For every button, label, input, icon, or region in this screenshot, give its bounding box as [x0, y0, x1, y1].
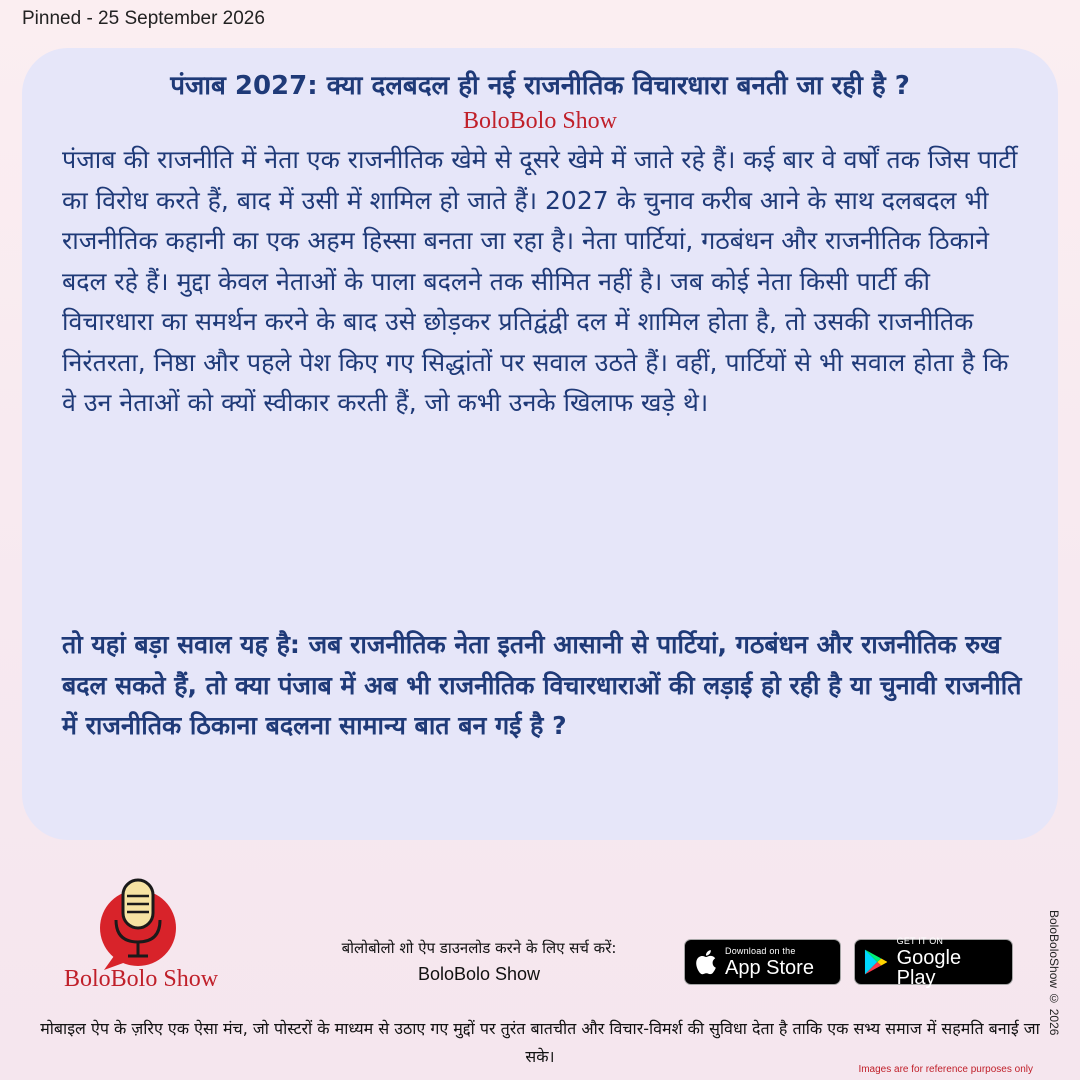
google-play-caption: GET IT ON	[896, 935, 944, 946]
google-play-button[interactable]	[854, 935, 1013, 989]
post-card	[22, 48, 1058, 840]
google-play-icon	[863, 948, 889, 976]
search-hint: बोलोबोलो शो ऐप डाउनलोड करने के लिए सर्च करें:	[341, 939, 617, 957]
app-store-caption: Download on the	[725, 945, 796, 956]
microphone-logo-icon	[96, 876, 184, 972]
post-headline: पंजाब 2027: क्या दलबदल ही नई राजनीतिक विचारधारा बनती जा रही है ?	[170, 71, 910, 101]
google-play-label: Google Play	[896, 946, 962, 989]
app-tagline: मोबाइल ऐप के ज़रिए एक ऐसा मंच, जो पोस्टरों के माध्यम से उठाए गए मुद्दों पर तुरंत बातचीत और विचार-विमर्श की सुविधा देता है ताकि एक सभ्य समाज में सहमति बनाई जा सके।	[40, 1019, 1040, 1066]
app-store-label: App Store	[725, 956, 814, 979]
app-store-button[interactable]	[684, 939, 841, 985]
disclaimer-text: Images are for reference purposes only	[858, 1064, 1033, 1075]
copyright-notice: BoloBoloShow © 2026	[1047, 910, 1061, 1036]
pinned-date: Pinned - 25 September 2026	[22, 8, 265, 29]
search-brand: BoloBolo Show	[417, 964, 541, 984]
post-question: तो यहां बड़ा सवाल यह है: जब राजनीतिक नेता इतनी आसानी से पार्टियां, गठबंधन और राजनीतिक रुख बदल सकते हैं, तो क्या पंजाब में अब भी राजनीतिक विचारधाराओं की लड़ाई हो रही है या चुनावी राजनीति में राजनीतिक ठिकाना बदलना सामान्य बात बन गई है ?	[62, 630, 1022, 740]
brand-watermark: BoloBolo Show	[462, 108, 618, 134]
post-body: पंजाब की राजनीति में नेता एक राजनीतिक खेमे से दूसरे खेमे में जाते रहे हैं। कई बार वे वर्षों तक जिस पार्टी का विरोध करते हैं, बाद में उसी में शामिल हो जाते हैं। 2027 के चुनाव करीब आने के साथ दलबदल भी राजनीतिक कहानी का एक अहम हिस्सा बनता जा रहा है। नेता पार्टियां, गठबंधन और राजनीतिक ठिकाने बदल रहे हैं। मुद्दा केवल नेताओं के पाला बदलने तक सीमित नहीं है। जब कोई नेता किसी पार्टी की विचारधारा का समर्थन करने के बाद उसे छोड़कर प्रतिद्वंद्वी दल में शामिल होता है, तो उसकी राजनीतिक निरंतरता, निष्ठा और पहले पेश किए गए सिद्धांतों पर सवाल उठते हैं। वहीं, पार्टियों से भी सवाल होता है कि वे उन नेताओं को क्यों स्वीकार करती हैं, जो कभी उनके खिलाफ खड़े थे।	[62, 145, 1018, 417]
apple-icon	[693, 948, 717, 976]
logo-wordmark: BoloBolo Show	[64, 966, 219, 992]
